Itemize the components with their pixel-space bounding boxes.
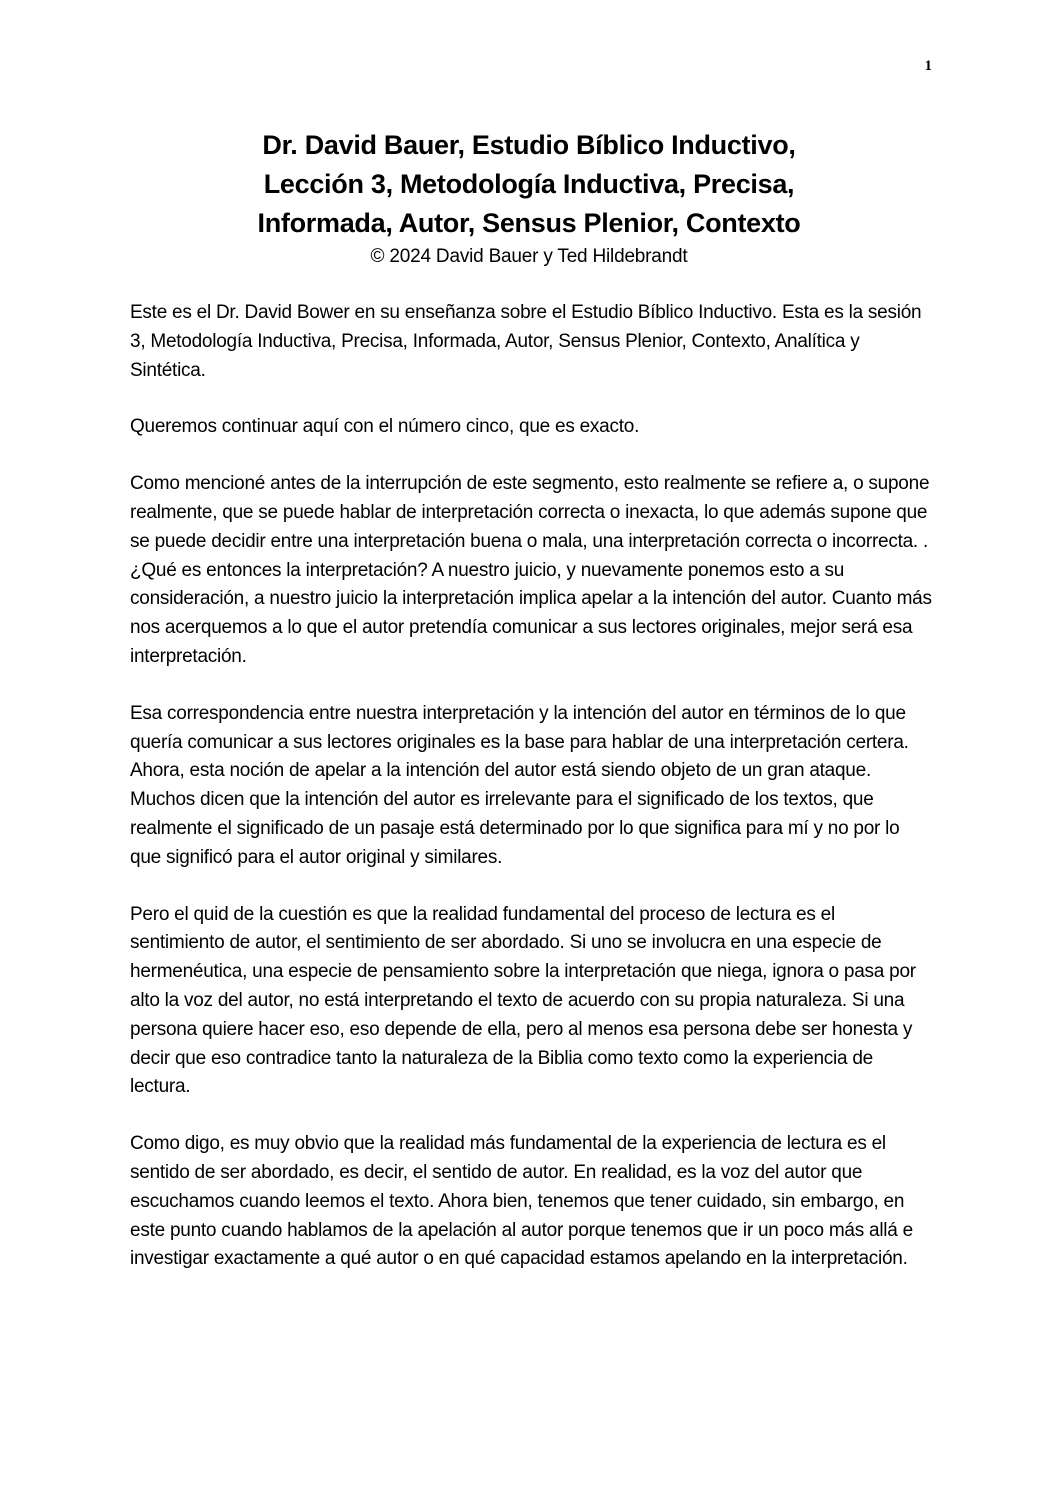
title-line-1: Dr. David Bauer, Estudio Bíblico Inductivo,: [262, 130, 796, 160]
paragraph-1: Este es el Dr. David Bower en su enseñanza sobre el Estudio Bíblico Inductivo. Esta es la sesión 3, Metodología Inductiva, Precisa, Informada, Autor, Sensus Plenior, Contexto, Analítica y Sintética.: [130, 302, 922, 381]
paragraph-4: Esa correspondencia entre nuestra interpretación y la intención del autor en términos de lo que quería comunicar a sus lectores originales es la base para hablar de una interpretación certera. Ahora, esta noción de apelar a la intención del autor está siendo objeto de un gran ataque. Muchos dicen que la intención del autor es irrelevante para el significado de los textos, que realmente el significado de un pasaje está determinado por lo que significa para mí y no por lo que significó para el autor original y similares.: [130, 702, 909, 868]
title-line-2: Lección 3, Metodología Inductiva, Precisa,: [263, 169, 795, 199]
paragraph-3: Como mencioné antes de la interrupción de este segmento, esto realmente se refiere a, o supone realmente, que se puede hablar de interpretación correcta o inexacta, lo que además supone que se puede decidir entre una interpretación buena o mala, una interpretación correcta o incorrecta. . ¿Qué es entonces la interpretación? A nuestro juicio, y nuevamente ponemos esto a su consideración, a nuestro juicio la interpretación implica apelar a la intención del autor. Cuanto más nos acerquemos a lo que el autor pretendía comunicar a sus lectores originales, mejor será esa interpretación.: [130, 473, 932, 667]
paragraph-5: Pero el quid de la cuestión es que la realidad fundamental del proceso de lectura es el sentimiento de autor, el sentimiento de ser abordado. Si uno se involucra en una especie de hermenéutica, una especie de pensamiento sobre la interpretación que niega, ignora o pasa por alto la voz del autor, no está interpretando el texto de acuerdo con su propia naturaleza. Si una persona quiere hacer eso, eso depende de ella, pero al menos esa persona debe ser honesta y decir que eso contradice tanto la naturaleza de la Biblia como texto como la experiencia de lectura.: [130, 903, 916, 1098]
title-line-3: Informada, Autor, Sensus Plenior, Contexto: [257, 208, 801, 238]
paragraph-2: Queremos continuar aquí con el número cinco, que es exacto.: [130, 416, 640, 438]
page-number: 1: [924, 58, 932, 74]
document-title: [60, 126, 998, 243]
document-body: [130, 299, 932, 1274]
copyright-line: © 2024 David Bauer y Ted Hildebrandt: [370, 246, 688, 267]
paragraph-6: Como digo, es muy obvio que la realidad más fundamental de la experiencia de lectura es el sentido de ser abordado, es decir, el sentido de autor. En realidad, es la voz del autor que escuchamos cuando leemos el texto. Ahora bien, tenemos que tener cuidado, sin embargo, en este punto cuando hablamos de la apelación al autor porque tenemos que ir un poco más allá e investigar exactamente a qué autor o en qué capacidad estamos apelando en la interpretación.: [130, 1133, 913, 1270]
